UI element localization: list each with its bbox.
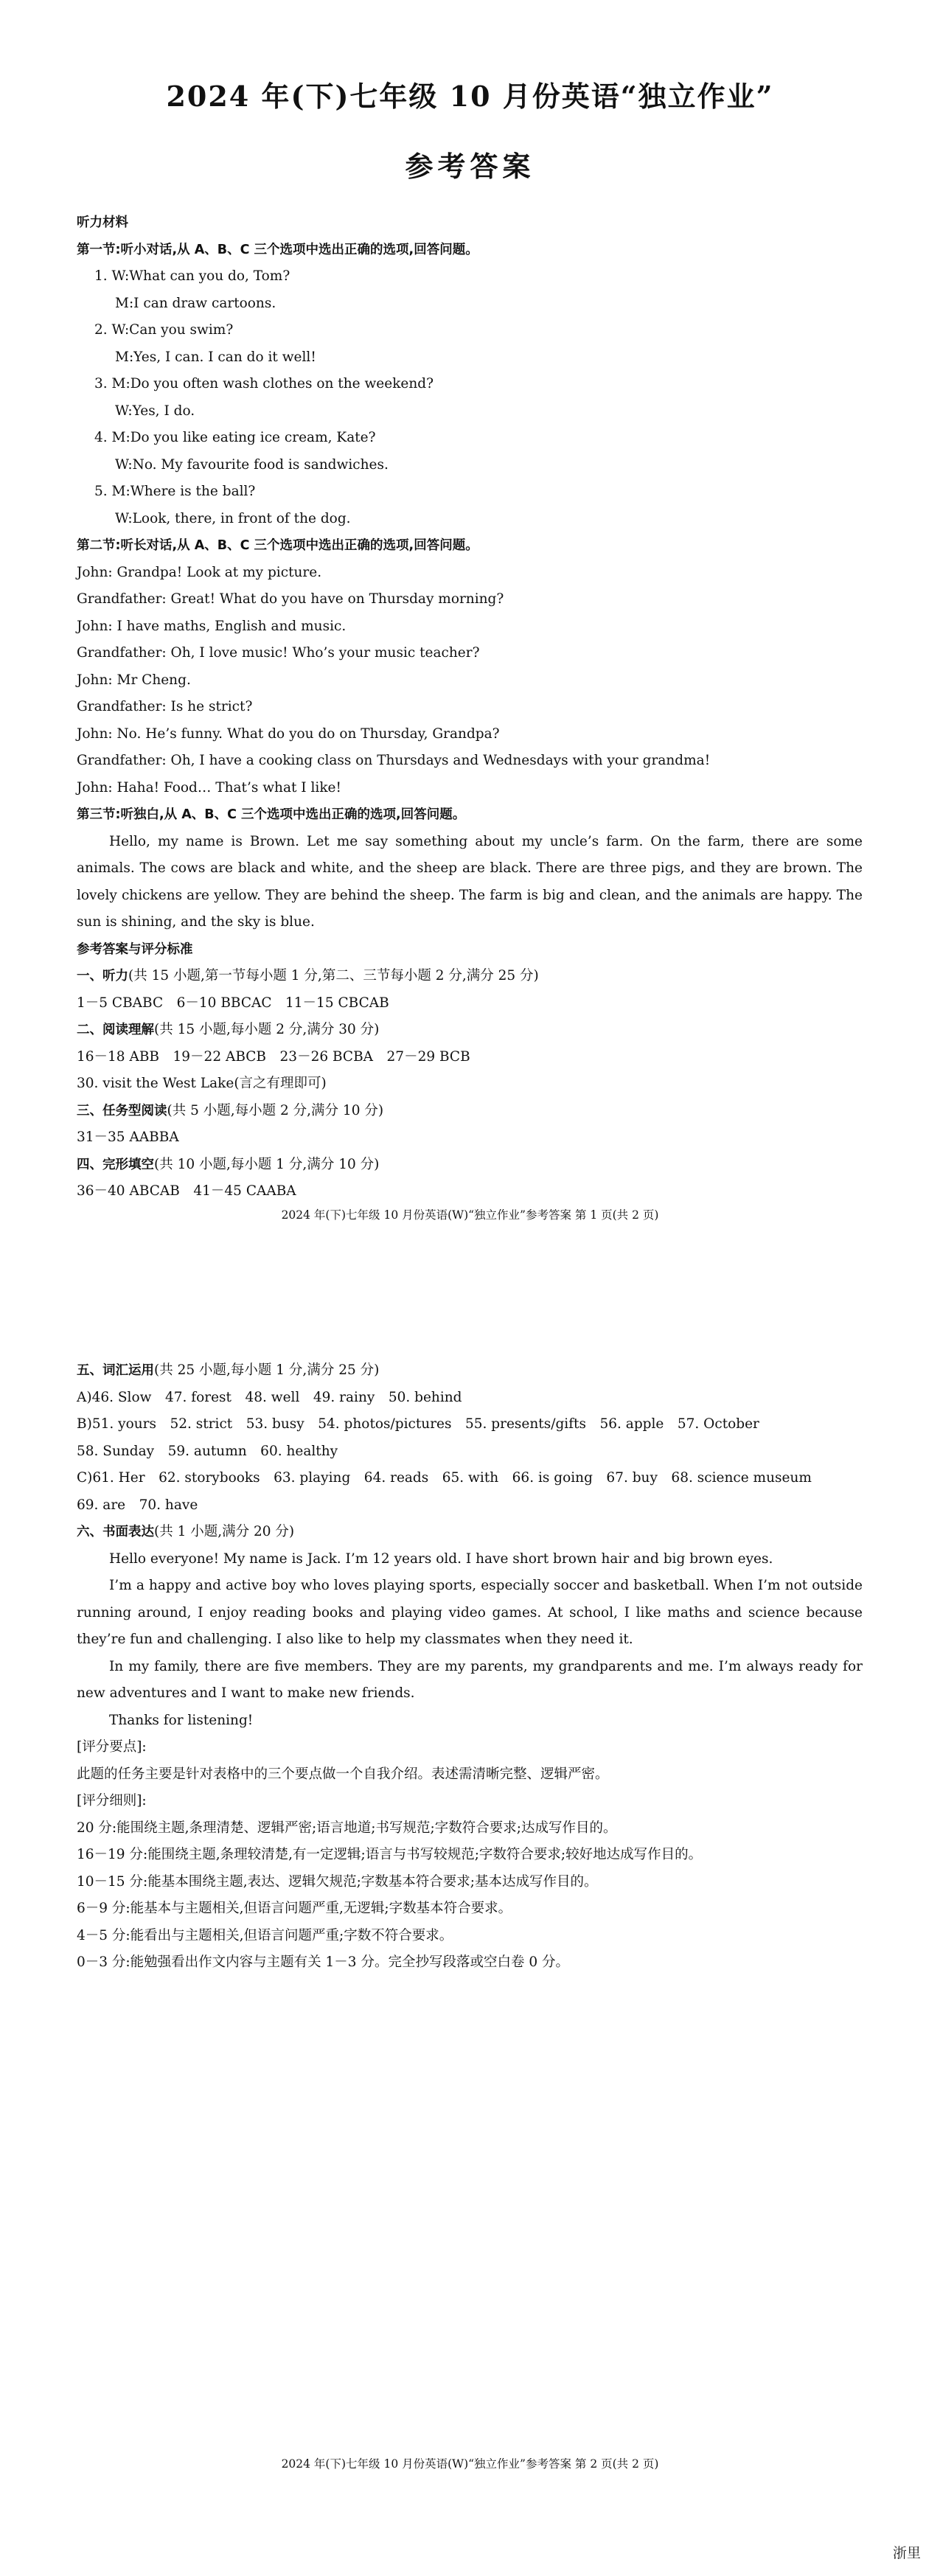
section2-heading: 第二节:听长对话,从 A、B、C 三个选项中选出正确的选项,回答问题。	[77, 538, 478, 553]
essay-paragraph: Thanks for listening!	[109, 1712, 254, 1728]
part3-answers: 31－35 AABBA	[77, 1129, 179, 1145]
dialogue-line: John: I have maths, English and music.	[77, 618, 347, 634]
part3-title: 三、任务型阅读	[77, 1103, 167, 1118]
dialogue-line: W:Yes, I do.	[115, 403, 195, 419]
dialogue-line: 1. W:What can you do, Tom?	[94, 268, 290, 284]
part6-note: (共 1 小题,满分 20 分)	[154, 1524, 295, 1539]
part2-answers: 16－18 ABB 19－22 ABCB 23－26 BCBA 27－29 BCB	[77, 1048, 470, 1065]
dialogue-line: John: Mr Cheng.	[77, 672, 191, 688]
scoring-detail: 0－3 分:能勉强看出作文内容与主题有关 1－3 分。完全抄写段落或空白卷 0 分。	[77, 1954, 569, 1970]
scoring-detail: 6－9 分:能基本与主题相关,但语言问题严重,无逻辑;字数基本符合要求。	[77, 1901, 512, 1916]
part5-c-answers: 69. are 70. have	[77, 1497, 198, 1513]
page-footer: 2024 年(下)七年级 10 月份英语(W)“独立作业”参考答案 第 2 页(共 2 页)	[281, 2457, 659, 2471]
part5-c-answers: C)61. Her 62. storybooks 63. playing 64. reads 65. with 66. is going 67. buy 68. science museum	[77, 1470, 812, 1486]
dialogue-line: John: Grandpa! Look at my picture.	[77, 564, 322, 580]
part4-note: (共 10 小题,每小题 1 分,满分 10 分)	[154, 1156, 380, 1172]
dialogue-line: 4. M:Do you like eating ice cream, Kate?	[94, 430, 376, 445]
dialogue-line: Grandfather: Oh, I have a cooking class on Thursdays and Wednesdays with your grandma!	[77, 753, 711, 768]
part2-extra	[77, 1071, 863, 1098]
page-subtitle: 参考答案	[405, 150, 535, 183]
essay-paragraph: Hello everyone! My name is Jack. I’m 12 years old. I have short brown hair and big brown eyes.	[109, 1550, 773, 1567]
answer-page-2	[0, 1327, 940, 2576]
scoring-details-heading: [评分细则]:	[77, 1793, 147, 1809]
answers-heading: 参考答案与评分标准	[77, 941, 193, 957]
part4-heading	[77, 1152, 863, 1179]
essay-paragraph: In my family, there are five members. They are my parents, my grandparents and me. I’m always ready for new adventures and I want to make new friends.	[77, 1658, 863, 1701]
dialogue-line: 3. M:Do you often wash clothes on the weekend?	[94, 376, 434, 391]
dialogue-line: John: No. He’s funny. What do you do on Thursday, Grandpa?	[77, 725, 500, 742]
part4-title: 四、完形填空	[77, 1157, 154, 1172]
part1-heading	[77, 963, 863, 990]
part2-extra-note: (言之有理即可)	[234, 1076, 327, 1091]
scoring-detail: 4－5 分:能看出与主题相关,但语言问题严重;字数不符合要求。	[77, 1927, 453, 1943]
scoring-detail: 20 分:能围绕主题,条理清楚、逻辑严密;语言地道;书写规范;字数符合要求;达成写作目的。	[77, 1820, 617, 1836]
part1-title: 一、听力	[77, 969, 128, 984]
monologue-paragraph: Hello, my name is Brown. Let me say something about my uncle’s farm. On the farm, there are some animals. The cows are black and white, and the sheep are black. There are three pigs, and they are brown. The lovely chickens are yellow. They are behind the sheep. The farm is big and clean, and the animals are happy. The sun is shining, and the sky is blue.	[77, 833, 863, 930]
section3-heading: 第三节:听独白,从 A、B、C 三个选项中选出正确的选项,回答问题。	[77, 807, 466, 822]
part5-heading	[77, 1357, 863, 1385]
page1-content	[77, 209, 863, 1205]
part5-note: (共 25 小题,每小题 1 分,满分 25 分)	[154, 1362, 380, 1378]
section1-heading: 第一节:听小对话,从 A、B、C 三个选项中选出正确的选项,回答问题。	[77, 242, 478, 257]
dialogue-line: 5. M:Where is the ball?	[94, 484, 256, 499]
part5-b-answers: 58. Sunday 59. autumn 60. healthy	[77, 1443, 338, 1459]
dialogue-line: M:I can draw cartoons.	[115, 295, 276, 311]
part2-title: 二、阅读理解	[77, 1023, 154, 1037]
part2-heading	[77, 1017, 863, 1044]
answer-page-1	[0, 0, 940, 1253]
corner-watermark: 浙里	[892, 2545, 921, 2561]
part6-heading	[77, 1519, 863, 1546]
dialogue-line: Grandfather: Oh, I love music! Who’s your music teacher?	[77, 645, 480, 661]
part3-note: (共 5 小题,每小题 2 分,满分 10 分)	[167, 1102, 384, 1118]
part4-answers: 36－40 ABCAB 41－45 CAABA	[77, 1183, 296, 1199]
part5-b-answers: B)51. yours 52. strict 53. busy 54. photos/pictures 55. presents/gifts 56. apple 57. October	[77, 1416, 759, 1432]
part3-heading	[77, 1098, 863, 1125]
dialogue-line: Grandfather: Great! What do you have on Thursday morning?	[77, 591, 504, 607]
part1-note: (共 15 小题,第一节每小题 1 分,第二、三节每小题 2 分,满分 25 分)	[128, 968, 539, 984]
dialogue-line: John: Haha! Food… That’s what I like!	[77, 779, 341, 796]
part1-answers: 1－5 CBABC 6－10 BBCAC 11－15 CBCAB	[77, 995, 389, 1011]
part5-a-answers: A)46. Slow 47. forest 48. well 49. rainy 50. behind	[77, 1389, 462, 1405]
scoring-detail: 16－19 分:能围绕主题,条理较清楚,有一定逻辑;语言与书写较规范;字数符合要求;较好地达成写作目的。	[77, 1847, 703, 1862]
page2-content	[77, 1357, 863, 1977]
page-title: 2024 年(下)七年级 10 月份英语“独立作业”	[166, 80, 774, 113]
part2-extra-main: 30. visit the West Lake	[77, 1076, 234, 1091]
part2-note: (共 15 小题,每小题 2 分,满分 30 分)	[154, 1022, 380, 1037]
scoring-points-text: 此题的任务主要是针对表格中的三个要点做一个自我介绍。表述需清晰完整、逻辑严密。	[77, 1766, 609, 1782]
dialogue-line: M:Yes, I can. I can do it well!	[115, 349, 316, 365]
listening-heading: 听力材料	[77, 215, 128, 230]
part6-title: 六、书面表达	[77, 1525, 154, 1539]
dialogue-line: W:Look, there, in front of the dog.	[115, 510, 351, 526]
scoring-detail: 10－15 分:能基本围绕主题,表达、逻辑欠规范;字数基本符合要求;基本达成写作目的。	[77, 1873, 598, 1890]
dialogue-line: W:No. My favourite food is sandwiches.	[115, 456, 389, 473]
part5-title: 五、词汇运用	[77, 1363, 154, 1378]
scoring-points-heading: [评分要点]:	[77, 1739, 147, 1755]
dialogue-line: Grandfather: Is he strict?	[77, 699, 253, 714]
page-footer: 2024 年(下)七年级 10 月份英语(W)“独立作业”参考答案 第 1 页(共 2 页)	[281, 1208, 659, 1222]
essay-paragraph: I’m a happy and active boy who loves playing sports, especially soccer and basketball. When I’m not outside running around, I enjoy reading books and playing video games. At school, I like maths and science because they’re fun and challenging. I also like to help my classmates when they need it.	[77, 1578, 863, 1647]
dialogue-line: 2. W:Can you swim?	[94, 322, 234, 338]
